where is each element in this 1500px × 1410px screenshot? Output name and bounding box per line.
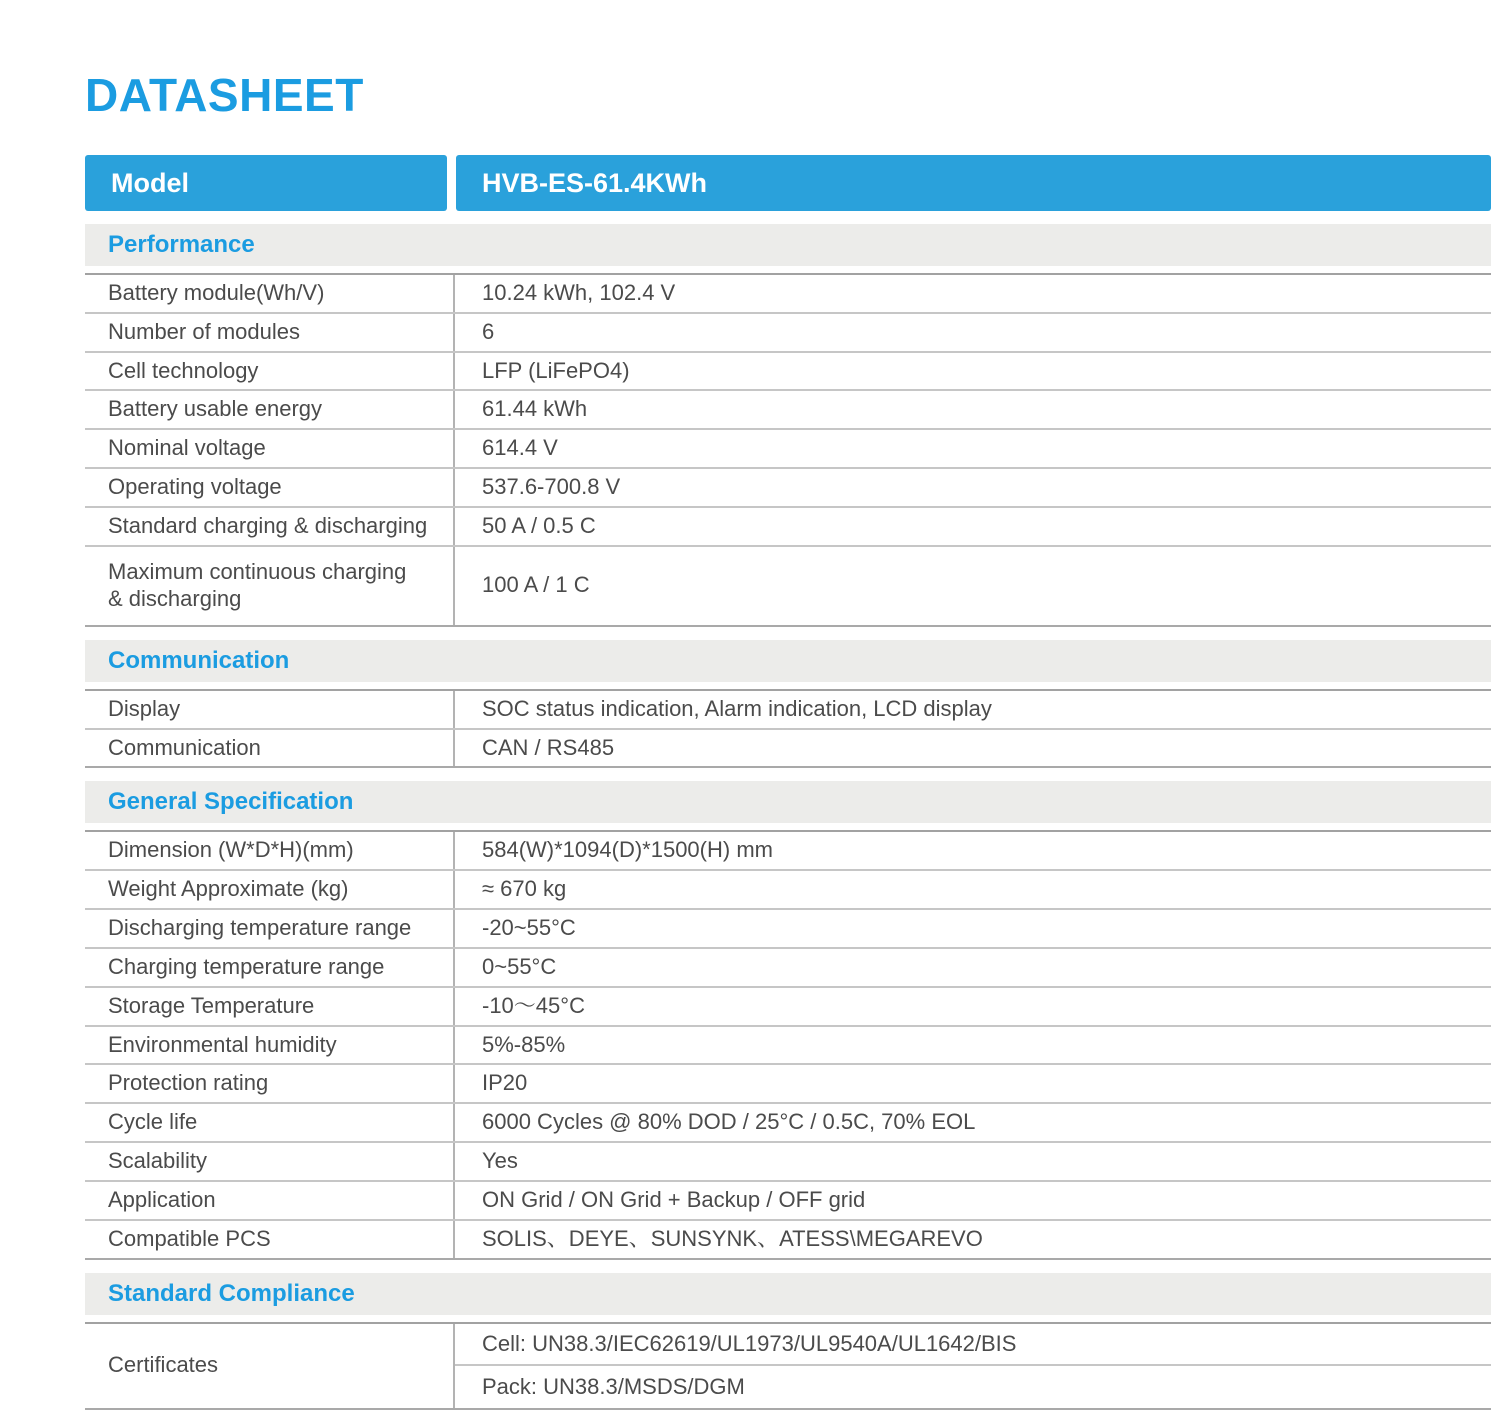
row-label: Nominal voltage [85,430,455,467]
row-label: Compatible PCS [85,1221,455,1258]
table-row [85,691,1491,730]
general-specification-table [85,830,1491,1259]
section-bar-general-specification [85,781,1491,823]
table-row [85,275,1491,314]
model-value-cell [456,155,1491,211]
section-title-performance: Performance [108,231,255,258]
row-label: Weight Approximate (kg) [85,871,455,908]
row-label: Discharging temperature range [85,910,455,947]
model-header-row [85,155,1491,211]
table-row [85,314,1491,353]
datasheet-page [85,0,1491,1410]
model-label: Model [111,167,189,198]
row-value: 0~55°C [482,953,557,979]
table-row [85,988,1491,1027]
section-bar-performance [85,224,1491,266]
row-label: Application [85,1182,455,1219]
table-row [85,871,1491,910]
table-row [85,391,1491,430]
table-row [85,910,1491,949]
table-row [85,1182,1491,1221]
row-value: SOLIS、DEYE、SUNSYNK、ATESS\MEGAREVO [482,1225,983,1251]
row-value: 537.6-700.8 V [482,474,621,500]
row-label: Maximum continuous charging & discharging [85,547,455,625]
row-value: LFP (LiFePO4) [482,357,630,383]
row-label: Cell technology [85,353,455,390]
row-value: -20~55°C [482,915,576,941]
row-label: Certificates [85,1324,455,1408]
row-label: Charging temperature range [85,949,455,986]
row-value: 10.24 kWh, 102.4 V [482,280,676,305]
row-value: 100 A / 1 C [482,572,590,598]
section-title-standard-compliance: Standard Compliance [108,1279,355,1307]
certificate-cell-line: Cell: UN38.3/IEC62619/UL1973/UL9540A/UL1642/BIS [455,1324,1491,1366]
table-row [85,430,1491,469]
section-title-general-specification: General Specification [108,788,354,816]
row-label: Battery usable energy [85,391,455,428]
row-label: Scalability [85,1143,455,1180]
row-label: Operating voltage [85,469,455,506]
table-row [85,547,1491,627]
table-row [85,949,1491,988]
row-label: Cycle life [85,1104,455,1141]
section-bar-standard-compliance [85,1273,1491,1315]
row-value: 50 A / 0.5 C [482,512,596,538]
row-value: 614.4 V [482,435,558,461]
model-value: HVB-ES-61.4KWh [482,167,708,198]
row-value: SOC status indication, Alarm indication, LCD display [482,695,992,721]
row-value: 61.44 kWh [482,396,588,422]
communication-table [85,689,1491,769]
table-row [85,508,1491,547]
table-row [85,1027,1491,1066]
table-row [85,832,1491,871]
row-label: Communication [85,730,455,767]
standard-compliance-table [85,1322,1491,1410]
row-label: Display [85,691,455,728]
certificate-pack-line: Pack: UN38.3/MSDS/DGM [482,1373,745,1399]
performance-table [85,273,1491,627]
certificates-values [455,1324,1491,1408]
section-title-communication: Communication [108,646,290,674]
row-label: Standard charging & discharging [85,508,455,545]
table-row [85,1221,1491,1260]
row-value: 584(W)*1094(D)*1500(H) mm [482,837,773,863]
section-bar-communication [85,640,1491,682]
row-label: Environmental humidity [85,1027,455,1064]
row-value: CAN / RS485 [482,734,615,760]
row-label: Storage Temperature [85,988,455,1025]
row-label: Protection rating [85,1065,455,1102]
table-row [85,1143,1491,1182]
model-label-cell [85,155,447,211]
row-value: ON Grid / ON Grid + Backup / OFF grid [482,1186,866,1212]
table-row [85,353,1491,392]
table-row [85,1104,1491,1143]
row-label: Battery module(Wh/V) [85,275,455,312]
row-label: Dimension (W*D*H)(mm) [85,832,455,869]
row-value: ≈ 670 kg [482,876,567,902]
row-value: Yes [482,1148,518,1174]
row-label: Number of modules [85,314,455,351]
page-title: DATASHEET [85,69,364,121]
row-value: 5%-85% [482,1031,566,1057]
row-value: -10～45°C [482,992,585,1018]
row-value: 6 [482,318,495,344]
table-row [85,469,1491,508]
table-row [85,1065,1491,1104]
table-row [85,730,1491,769]
row-value: IP20 [482,1070,528,1096]
row-value: 6000 Cycles @ 80% DOD / 25°C / 0.5C, 70% EOL [482,1109,976,1135]
